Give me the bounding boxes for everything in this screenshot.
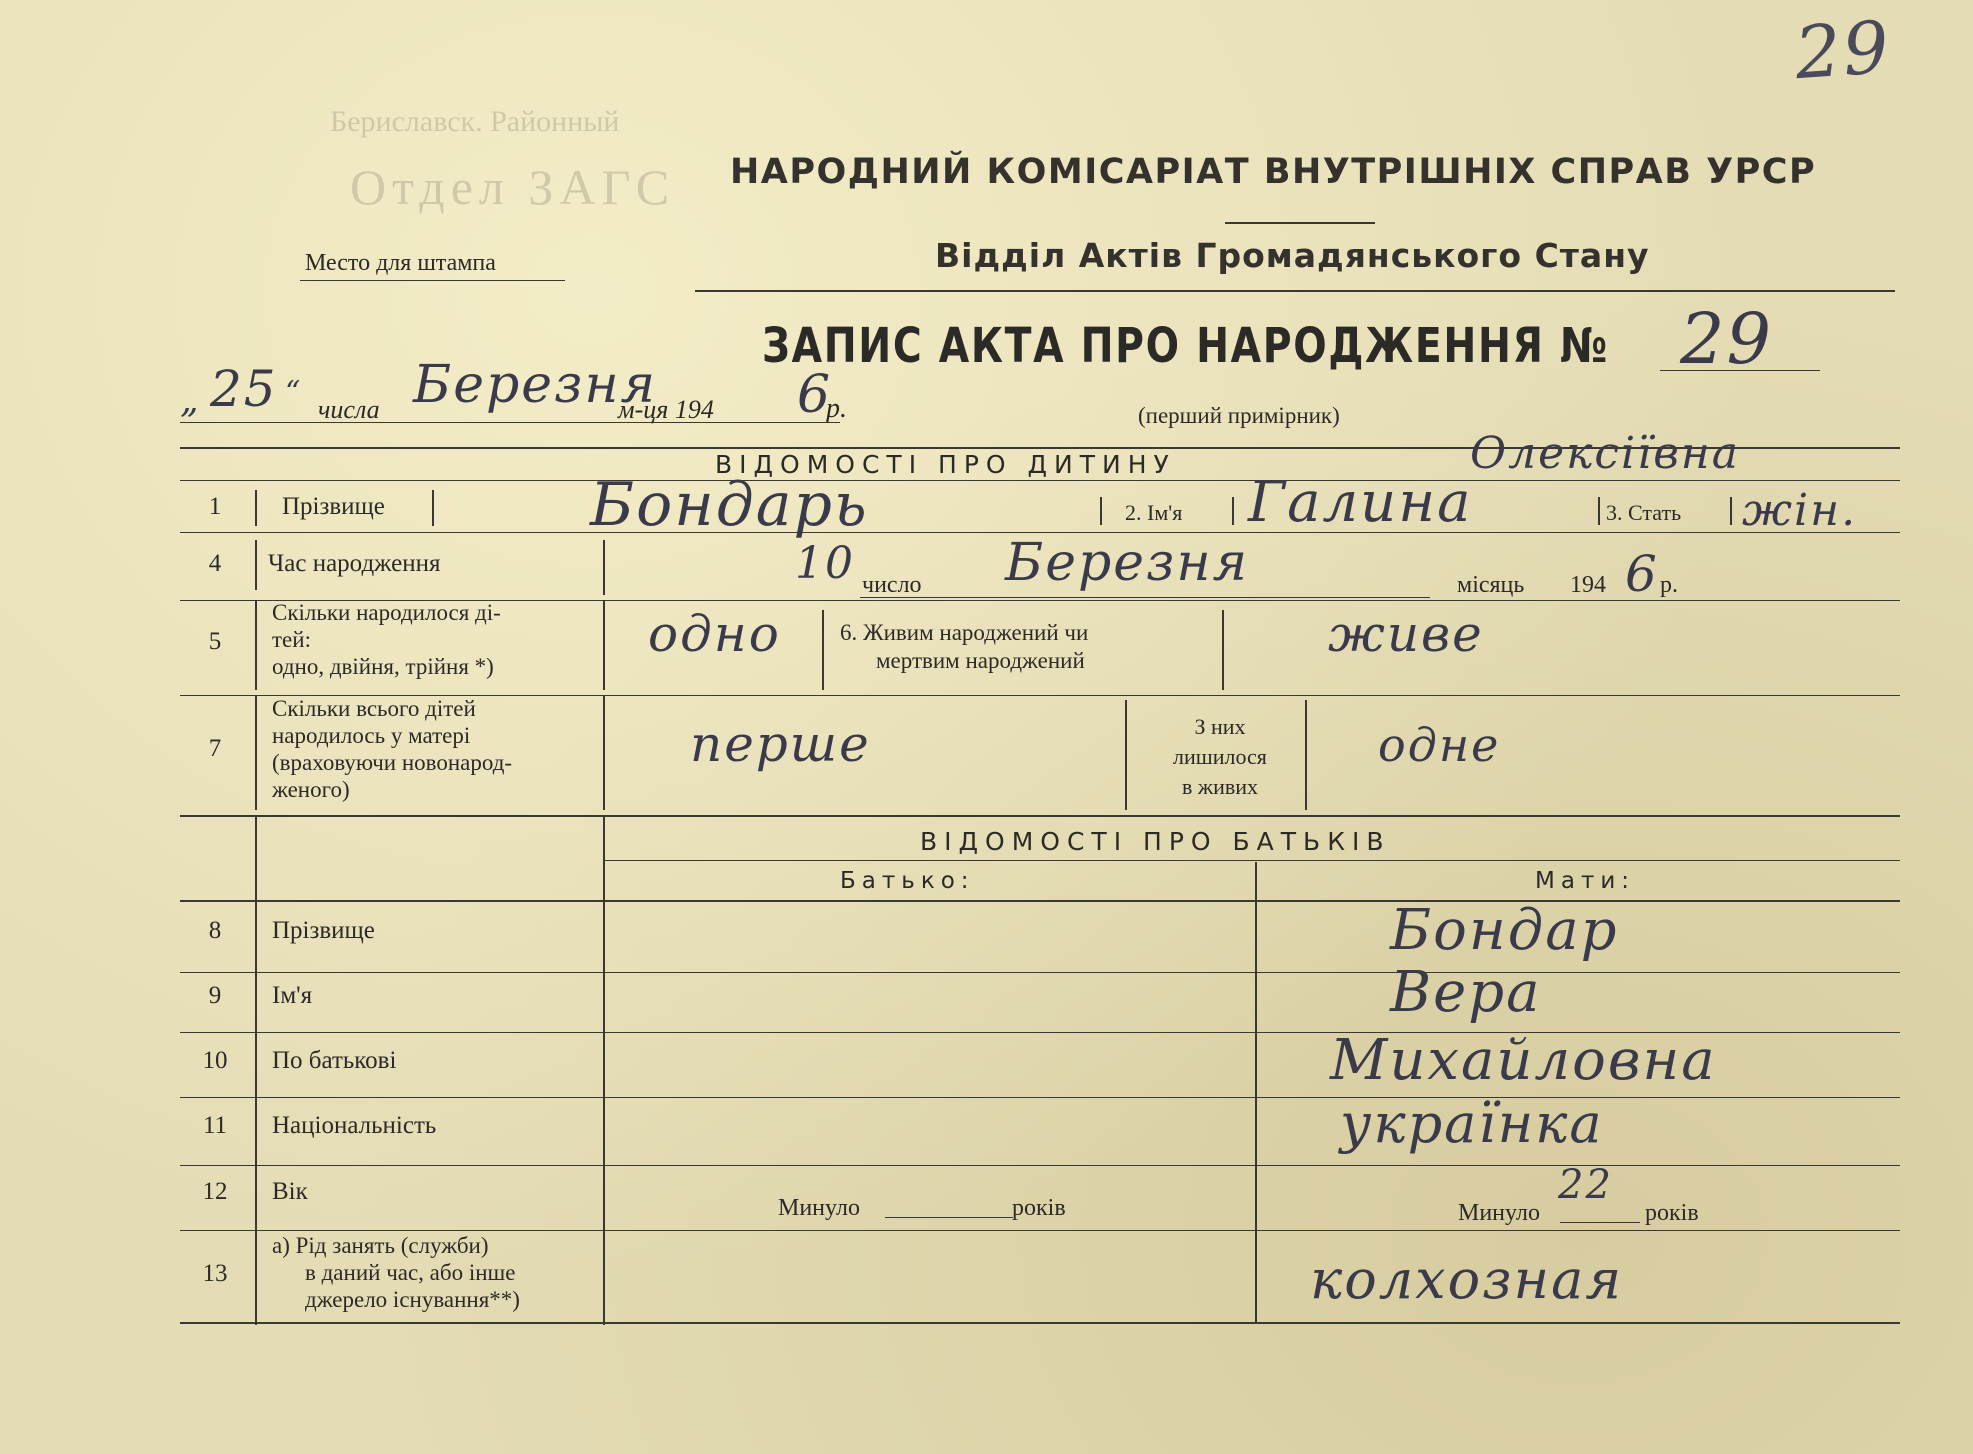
date-year-digit: 6 — [797, 365, 833, 425]
children-count-label-1: Скільки народилося ді- — [272, 600, 501, 625]
birth-year-prefix: 194 — [1570, 572, 1606, 598]
stamp-place-label: Место для штампа — [305, 250, 496, 276]
copy-note: (перший примірник) — [1138, 403, 1340, 428]
faded-stamp-line1: Бериславск. Районный — [330, 105, 620, 138]
row-number-5: 5 — [208, 628, 222, 655]
parent-name-label: Ім'я — [272, 982, 313, 1009]
occupation-label-3: джерело існування**) — [305, 1287, 520, 1312]
total-children-label-1: Скільки всього дітей — [272, 696, 476, 721]
survived-label-3: в живих — [1181, 774, 1259, 799]
stamp-place-underline — [300, 280, 565, 281]
row7-divider-d — [1305, 700, 1307, 810]
row-number-10: 10 — [202, 1047, 228, 1074]
date-month: Березня — [413, 355, 658, 415]
birth-year-suffix: р. — [1660, 572, 1678, 598]
mother-patronymic-value: Михайловна — [1330, 1028, 1717, 1093]
child-sex-value: жін. — [1742, 485, 1858, 536]
survived-label-2: лишилося — [1173, 744, 1267, 769]
mother-column-label: Мати: — [1535, 868, 1636, 894]
date-year-suffix: р. — [826, 393, 847, 424]
row5-divider-c — [822, 610, 824, 690]
child-name-value: Галина — [1248, 470, 1473, 535]
father-age-prefix: Минуло — [778, 1195, 860, 1221]
parent-nationality-label: Національність — [272, 1112, 437, 1139]
row-number-1: 1 — [208, 493, 222, 520]
parents-colhead-rule — [180, 900, 1900, 902]
birth-month-value: Березня — [1005, 533, 1250, 593]
row7-divider-a — [255, 695, 257, 810]
parents-left-divider-b — [603, 815, 605, 1325]
faded-stamp-line2: Отдел ЗАГС — [350, 159, 676, 215]
child-section-heading: ВІДОМОСТІ ПРО ДИТИНУ — [715, 450, 1176, 479]
row7-bottom — [180, 815, 1900, 817]
record-title: ЗАПИС АКТА ПРО НАРОДЖЕННЯ № — [762, 318, 1609, 374]
row1-divider-c — [1100, 497, 1102, 525]
row1-divider-d — [1232, 497, 1234, 525]
ministry-title: НАРОДНИЙ КОМІСАРІАТ ВНУТРІШНІХ СПРАВ УРСР — [730, 152, 1817, 192]
date-close-quote: “ — [285, 375, 303, 410]
alive-label-2: мертвим народжений — [876, 648, 1085, 673]
child-heading-rule — [180, 480, 1900, 481]
date-underline — [180, 422, 840, 423]
father-age-suffix: років — [1012, 1195, 1066, 1221]
mother-occupation-value: колхозная — [1310, 1248, 1624, 1311]
parent-age-label: Вік — [272, 1178, 308, 1205]
row7-divider-b — [603, 695, 605, 810]
birth-day-label: число — [862, 572, 922, 598]
birth-year-digit: 6 — [1625, 545, 1659, 603]
mother-age-underline — [1560, 1222, 1640, 1223]
occupation-label-2: в даний час, або інше — [305, 1260, 516, 1285]
row1-divider-f — [1730, 497, 1732, 525]
birth-month-label: місяць — [1457, 572, 1525, 598]
row4-divider-b — [603, 540, 605, 595]
parents-left-divider-a — [255, 815, 257, 1325]
date-open-quote: „ — [180, 380, 201, 421]
row5-divider-d — [1222, 610, 1224, 690]
row10-bottom — [180, 1097, 1900, 1098]
row-number-13: 13 — [202, 1260, 228, 1287]
total-children-label-4: женого) — [272, 777, 350, 802]
birth-time-label: Час народження — [268, 550, 441, 577]
total-children-value: перше — [690, 715, 871, 773]
child-surname-label: Прізвище — [282, 493, 385, 520]
row12-bottom — [180, 1230, 1900, 1231]
record-number-underline — [1660, 370, 1820, 371]
parents-section-heading: ВІДОМОСТІ ПРО БАТЬКІВ — [920, 827, 1391, 856]
mother-nationality-value: українка — [1340, 1092, 1604, 1155]
birth-day-underline — [860, 597, 1430, 598]
record-number: 29 — [1680, 298, 1774, 380]
date-day-label: числа — [318, 395, 380, 424]
father-age-underline — [885, 1217, 1013, 1218]
department-title: Відділ Актів Громадянського Стану — [935, 236, 1650, 275]
parents-mid-divider — [1255, 862, 1257, 1324]
alive-value: живе — [1328, 605, 1484, 663]
archive-page-number: 29 — [1792, 4, 1894, 96]
row4-divider-a — [255, 540, 257, 590]
survived-label-1: З них — [1194, 714, 1246, 739]
row11-bottom — [180, 1165, 1900, 1166]
birth-day-value: 10 — [795, 538, 855, 589]
ministry-divider — [1225, 222, 1375, 224]
total-children-label-2: народилось у матері — [272, 723, 471, 748]
child-patronymic-value: Олексіївна — [1470, 428, 1741, 479]
row-number-11: 11 — [202, 1112, 228, 1139]
row1-divider-a — [255, 490, 257, 526]
children-count-label-2: тей: — [272, 627, 311, 652]
survived-value: одне — [1378, 718, 1501, 772]
parent-patronymic-label: По батькові — [272, 1047, 397, 1074]
row-number-8: 8 — [208, 917, 222, 944]
row8-bottom — [180, 972, 1900, 973]
row5-divider-b — [603, 600, 605, 690]
mother-surname-value: Бондар — [1390, 898, 1619, 963]
row13-bottom — [180, 1322, 1900, 1324]
child-surname-value: Бондарь — [590, 470, 869, 540]
mother-age-prefix: Минуло — [1458, 1200, 1540, 1226]
father-column-label: Батько: — [840, 868, 975, 894]
child-sex-label: 3. Стать — [1606, 500, 1682, 525]
mother-name-value: Вера — [1390, 960, 1542, 1025]
row-number-9: 9 — [208, 982, 222, 1009]
row5-divider-a — [255, 600, 257, 690]
occupation-label-1: а) Рід занять (служби) — [272, 1233, 489, 1258]
mother-age-suffix: років — [1645, 1200, 1699, 1226]
row1-divider-b — [432, 490, 434, 526]
parent-surname-label: Прізвище — [272, 917, 375, 944]
children-count-label-3: одно, двійня, трійня *) — [272, 654, 494, 679]
total-children-label-3: (враховуючи новонарод- — [272, 750, 513, 775]
children-count-value: одно — [648, 605, 781, 663]
mother-age-value: 22 — [1558, 1162, 1613, 1208]
row-number-7: 7 — [208, 735, 222, 762]
row-number-12: 12 — [202, 1178, 228, 1205]
date-day: 25 — [210, 360, 278, 418]
parents-heading-rule — [603, 860, 1900, 861]
row7-divider-c — [1125, 700, 1127, 810]
date-month-label: м-ця 194 — [618, 395, 714, 424]
alive-label-1: 6. Живим народжений чи — [840, 620, 1089, 645]
row-number-4: 4 — [208, 550, 222, 577]
row1-divider-e — [1598, 497, 1600, 525]
child-name-label: 2. Ім'я — [1125, 500, 1183, 525]
header-rule — [695, 290, 1895, 292]
